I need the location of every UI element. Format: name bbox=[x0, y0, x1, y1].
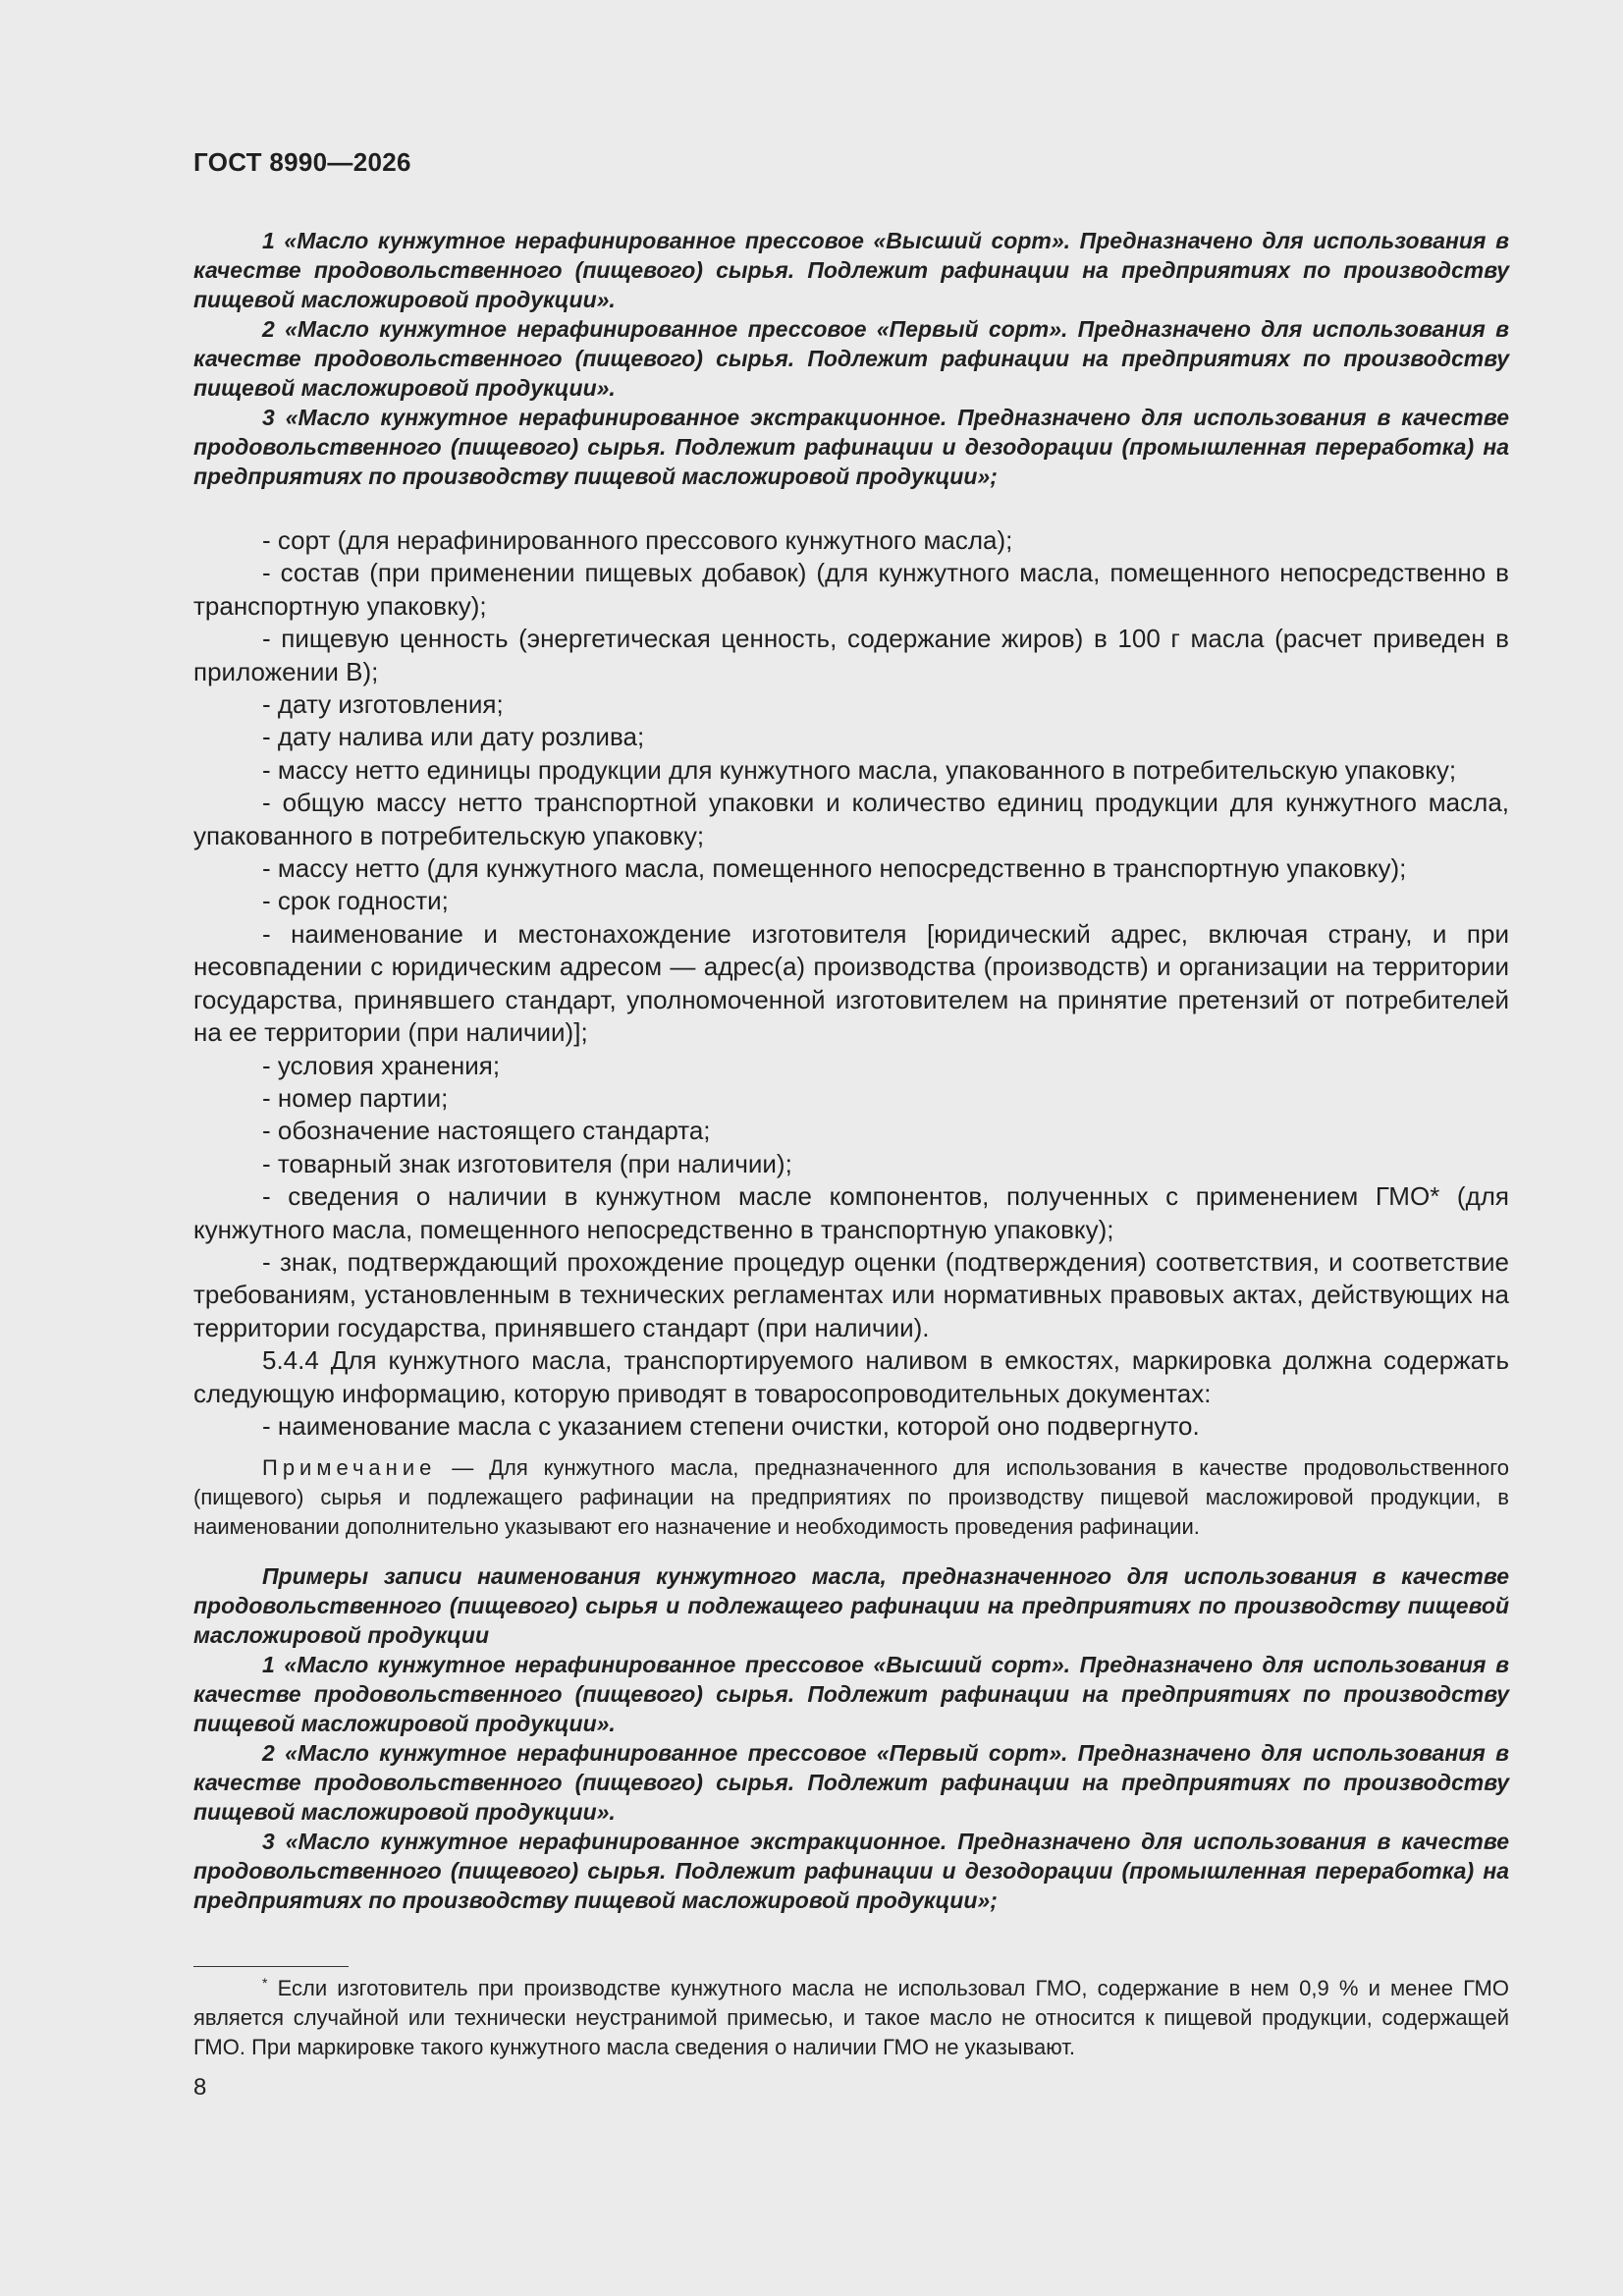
list-item: - наименование масла с указанием степени очистки, которой оно подвергнуто. bbox=[262, 1410, 1200, 1441]
list-item: - пищевую ценность (энергетическая ценность, содержание жиров) в 100 г масла (расчет приведен в приложении В); bbox=[193, 624, 1509, 686]
list-item: - обозначение настоящего стандарта; bbox=[262, 1116, 711, 1146]
marking-requirements-list bbox=[193, 524, 1509, 1443]
list-item: - товарный знак изготовителя (при наличии); bbox=[262, 1148, 792, 1178]
footnote-divider bbox=[193, 1966, 349, 1967]
example-item: 1 «Масло кунжутное нерафинированное прессовое «Высший сорт». Предназначено для использования в качестве продовольственного (пищевого) сырья. Подлежит рафинации на предприятиях по производству пищевой масложировой продукции». bbox=[193, 228, 1509, 312]
examples-top bbox=[193, 226, 1509, 491]
note-text: — Для кунжутного масла, предназначенного для использования в качестве продовольственного (пищевого) сырья и подлежащего рафинации на предприятиях по производству пищевой масложировой продукции, в наименовании дополнительно указывают его назначение и необходимость проведения рафинации. bbox=[193, 1455, 1509, 1539]
list-item: - состав (при применении пищевых добавок) (для кунжутного масла, помещенного непосредственно в транспортную упаковку); bbox=[193, 558, 1509, 621]
list-item: - наименование и местонахождение изготовителя [юридический адрес, включая страну, и при несовпадении с юридическим адресом — адрес(а) производства (производств) и организации на территории государства, принявшего стандарт, уполномоченной изготовителем на принятие претензий от потребителей на ее территории (при наличии)]; bbox=[193, 918, 1509, 1048]
examples-bottom bbox=[193, 1561, 1509, 1915]
list-item: - общую массу нетто транспортной упаковки и количество единиц продукции для кунжутного масла, упакованного в потребительскую упаковку; bbox=[193, 788, 1509, 850]
example-item: 1 «Масло кунжутное нерафинированное прессовое «Высший сорт». Предназначено для использования в качестве продовольственного (пищевого) сырья. Подлежит рафинации на предприятиях по производству пищевой масложировой продукции». bbox=[193, 1652, 1509, 1736]
footnote-mark: * bbox=[262, 1975, 268, 1991]
footnote bbox=[193, 1974, 1509, 2062]
example-item: 2 «Масло кунжутное нерафинированное прессовое «Первый сорт». Предназначено для использования в качестве продовольственного (пищевого) сырья. Подлежит рафинации на предприятиях по производству пищевой масложировой продукции». bbox=[193, 1740, 1509, 1825]
examples-heading: Примеры записи наименования кунжутного масла, предназначенного для использования в качестве продовольственного (пищевого) сырья и подлежащего рафинации на предприятиях по производству пищевой масложировой продукции bbox=[193, 1563, 1509, 1648]
list-item: - сведения о наличии в кунжутном масле компонентов, полученных с применением ГМО* (для кунжутного масла, помещенного непосредственно в транспортную упаковку); bbox=[193, 1181, 1509, 1244]
footnote-text: Если изготовитель при производстве кунжутного масла не использовал ГМО, содержание в нем 0,9 % и менее ГМО является случайной или технически неустранимой примесью, и такое масло не относится к пищевой продукции, содержащей ГМО. При маркировке такого кунжутного масла сведения о наличии ГМО не указывают. bbox=[193, 1976, 1509, 2059]
list-item: - массу нетто (для кунжутного масла, помещенного непосредственно в транспортную упаковку); bbox=[262, 853, 1407, 884]
list-item: - знак, подтверждающий прохождение процедур оценки (подтверждения) соответствия, и соответствие требованиям, установленным в технических регламентах или нормативных правовых актах, действующих на территории государства, принявшего стандарт (при наличии). bbox=[193, 1246, 1509, 1342]
list-item: - дату изготовления; bbox=[262, 689, 504, 720]
list-item: - номер партии; bbox=[262, 1082, 449, 1113]
example-item: 3 «Масло кунжутное нерафинированное экстракционное. Предназначено для использования в качестве продовольственного (пищевого) сырья. Подлежит рафинации и дезодорации (промышленная переработка) на предприятиях по производству пищевой масложировой продукции»; bbox=[193, 1829, 1509, 1913]
note-block bbox=[193, 1453, 1509, 1542]
list-item: - сорт (для нерафинированного прессового кунжутного масла); bbox=[262, 525, 1013, 555]
list-item: - срок годности; bbox=[262, 886, 449, 916]
note-label: Примечание bbox=[262, 1455, 437, 1480]
list-item: - условия хранения; bbox=[262, 1050, 501, 1080]
page-number: 8 bbox=[193, 2074, 207, 2101]
list-item: - дату налива или дату розлива; bbox=[262, 722, 645, 752]
list-item: - массу нетто единицы продукции для кунжутного масла, упакованного в потребительскую упаковку; bbox=[262, 754, 1457, 785]
clause-5-4-4: 5.4.4 Для кунжутного масла, транспортируемого наливом в емкостях, маркировка должна содержать следующую информацию, которую приводят в товаросопроводительных документах: bbox=[193, 1345, 1509, 1408]
example-item: 3 «Масло кунжутное нерафинированное экстракционное. Предназначено для использования в качестве продовольственного (пищевого) сырья. Подлежит рафинации и дезодорации (промышленная переработка) на предприятиях по производству пищевой масложировой продукции»; bbox=[193, 405, 1509, 489]
page-header-standard: ГОСТ 8990—2026 bbox=[193, 147, 411, 177]
example-item: 2 «Масло кунжутное нерафинированное прессовое «Первый сорт». Предназначено для использования в качестве продовольственного (пищевого) сырья. Подлежит рафинации на предприятиях по производству пищевой масложировой продукции». bbox=[193, 316, 1509, 401]
